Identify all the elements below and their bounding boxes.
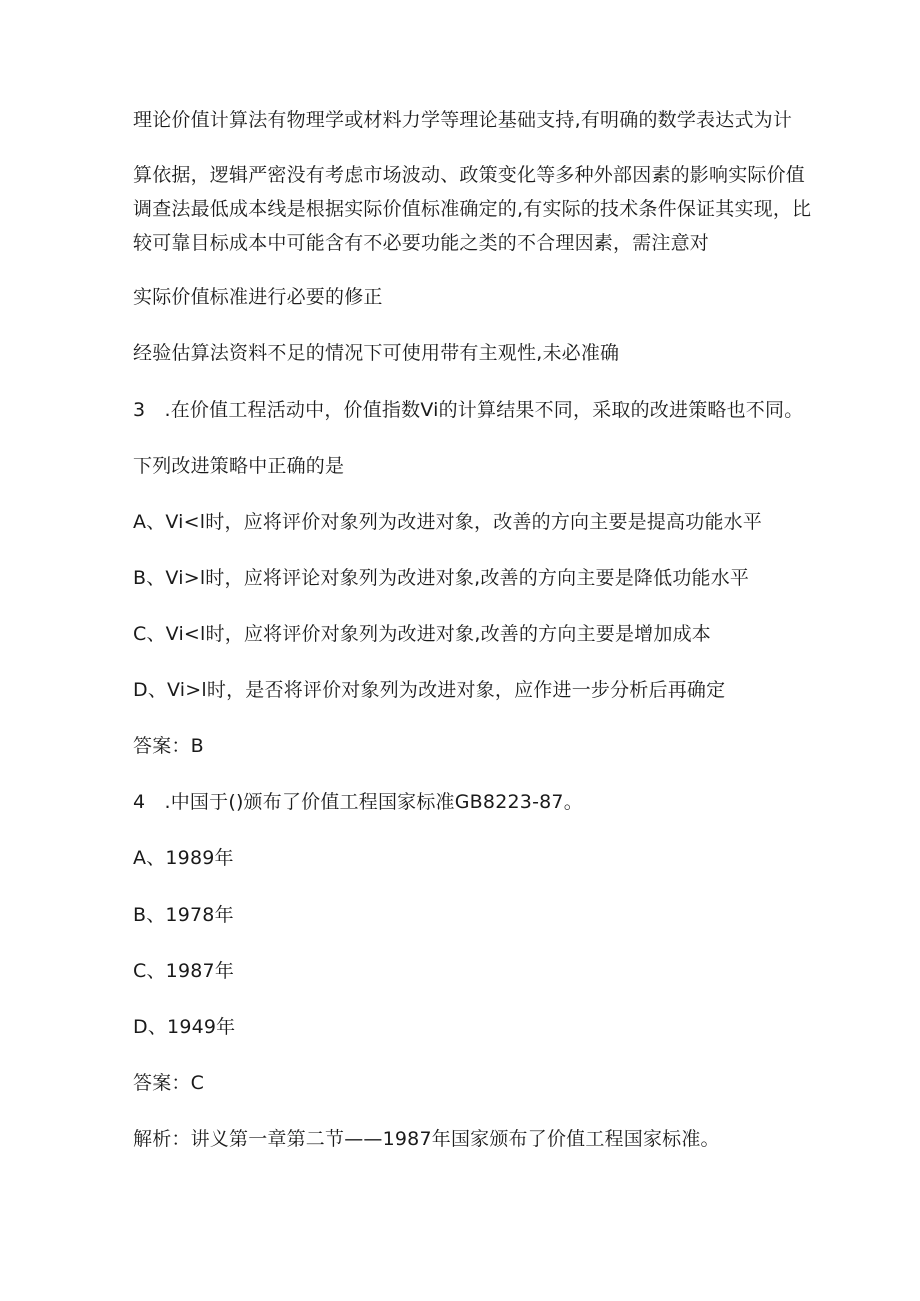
question-4-answer: 答案：C bbox=[133, 1072, 205, 1094]
question-4-option-d: D、1949年 bbox=[133, 1016, 236, 1038]
question-4-option-a: A、1989年 bbox=[133, 847, 234, 869]
question-4-option-b: B、1978年 bbox=[133, 904, 234, 926]
question-3-option-d: D、Vi>l时，是否将评价对象列为改进对象，应作进一步分析后再确定 bbox=[133, 679, 726, 701]
paragraph-line: 较可靠目标成本中可能含有不必要功能之类的不合理因素，需注意对 bbox=[133, 232, 710, 254]
question-4-explanation: 解析：讲义第一章第二节——1987年国家颁布了价值工程国家标准。 bbox=[133, 1128, 720, 1150]
question-3-stem: 3 .在价值工程活动中，价值指数Vi的计算结果不同，采取的改进策略也不同。 bbox=[133, 399, 804, 421]
paragraph-line: 理论价值计算法有物理学或材料力学等理论基础支持,有明确的数学表达式为计 bbox=[133, 109, 793, 131]
question-3-option-b: B、Vi>l时，应将评论对象列为改进对象,改善的方向主要是降低功能水平 bbox=[133, 567, 750, 589]
paragraph-line: 调查法最低成本线是根据实际价值标准确定的,有实际的技术条件保证其实现，比 bbox=[133, 198, 812, 220]
question-3-answer: 答案：B bbox=[133, 735, 204, 757]
question-3-option-c: C、Vi<l时，应将评价对象列为改进对象,改善的方向主要是增加成本 bbox=[133, 623, 711, 645]
question-3-stem-cont: 下列改进策略中正确的是 bbox=[133, 455, 345, 477]
question-3-option-a: A、Vi<l时，应将评价对象列为改进对象，改善的方向主要是提高功能水平 bbox=[133, 511, 763, 533]
paragraph-line: 算依据，逻辑严密没有考虑市场波动、政策变化等多种外部因素的影响实际价值 bbox=[133, 164, 806, 186]
question-4-option-c: C、1987年 bbox=[133, 960, 235, 982]
paragraph-line: 实际价值标准进行必要的修正 bbox=[133, 286, 383, 308]
question-4-stem: 4 .中国于()颁布了价值工程国家标准GB8223-87。 bbox=[133, 791, 583, 813]
paragraph-line: 经验估算法资料不足的情况下可使用带有主观性,未必准确 bbox=[133, 342, 620, 364]
